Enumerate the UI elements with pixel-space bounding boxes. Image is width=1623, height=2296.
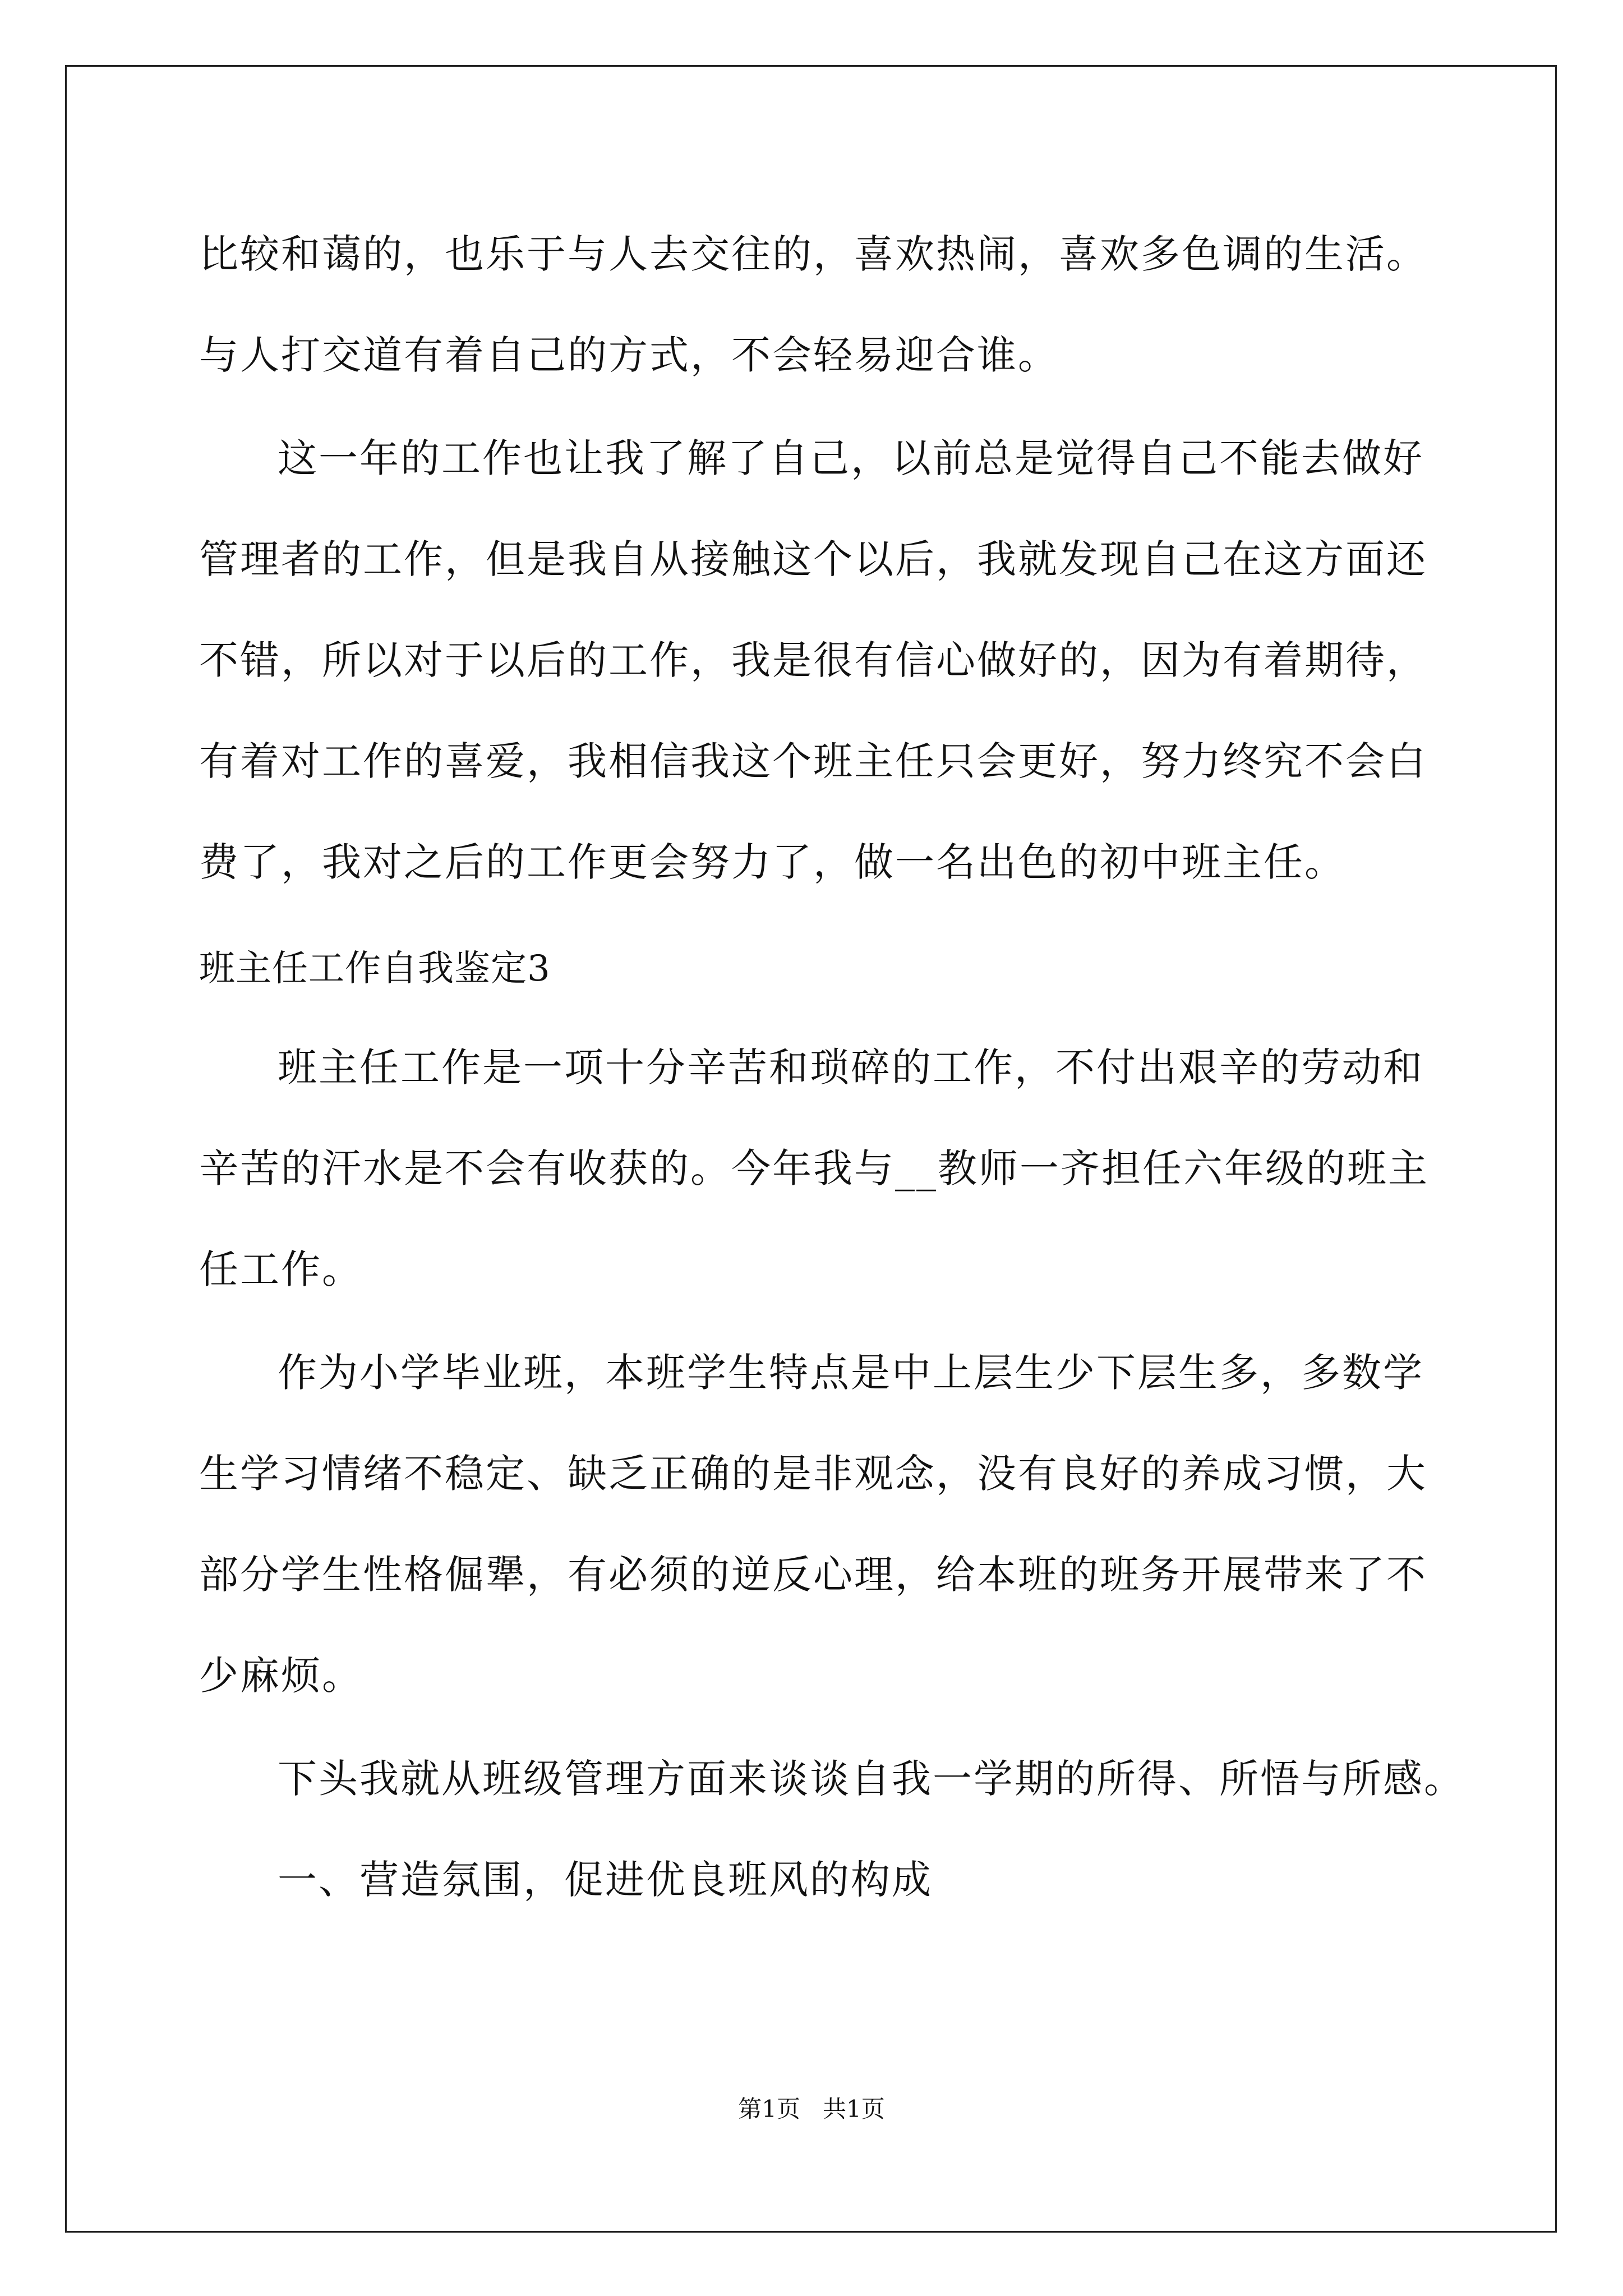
subheading: 一、营造氛围，促进优良班风的构成: [278, 1857, 933, 1903]
body-line: 少麻烦。: [199, 1653, 363, 1699]
body-line: 比较和蔼的，也乐于与人去交往的，喜欢热闹，喜欢多色调的生活。: [199, 231, 1427, 277]
body-line: 与人打交道有着自己的方式，不会轻易迎合谁。: [199, 332, 1059, 378]
body-line: 部分学生性格倔犟，有必须的逆反心理，给本班的班务开展带来了不: [199, 1552, 1427, 1598]
paragraph-first-line: 下头我就从班级管理方面来谈谈自我一学期的所得、所悟与所感。: [278, 1756, 1465, 1802]
body-line: 费了，我对之后的工作更会努力了，做一名出色的初中班主任。: [199, 839, 1345, 885]
section-heading: 班主任工作自我鉴定3: [199, 948, 551, 990]
body-line: 管理者的工作，但是我自从接触这个以后，我就发现自己在这方面还: [199, 536, 1427, 582]
body-line: 生学习情绪不稳定、缺乏正确的是非观念，没有良好的养成习惯，大: [199, 1451, 1427, 1497]
paragraph-first-line: 班主任工作是一项十分辛苦和琐碎的工作，不付出艰辛的劳动和: [278, 1045, 1424, 1091]
paragraph-first-line: 作为小学毕业班，本班学生特点是中上层生少下层生多，多数学: [278, 1350, 1424, 1396]
body-line: 有着对工作的喜爱，我相信我这个班主任只会更好，努力终究不会白: [199, 738, 1427, 784]
paragraph-first-line: 这一年的工作也让我了解了自己，以前总是觉得自己不能去做好: [278, 435, 1424, 481]
body-line: 任工作。: [199, 1246, 363, 1292]
body-line: 辛苦的汗水是不会有收获的。今年我与__教师一齐担任六年级的班主: [199, 1145, 1429, 1191]
page-footer: 第1页 共1页: [738, 2095, 885, 2123]
body-line: 不错，所以对于以后的工作，我是很有信心做好的，因为有着期待，: [199, 637, 1427, 683]
